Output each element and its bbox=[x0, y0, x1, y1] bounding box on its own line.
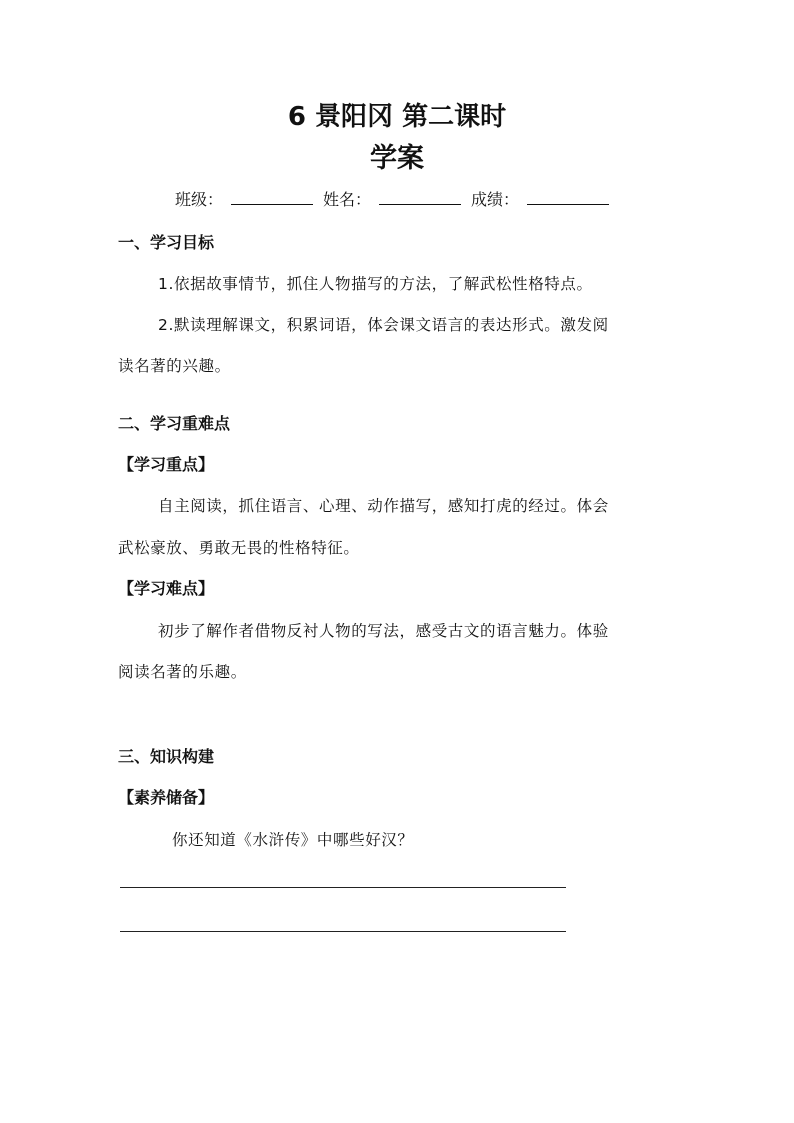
objective-item-2-line-2: 读名著的兴趣。 bbox=[118, 357, 231, 375]
difficulty-line-2: 阅读名著的乐趣。 bbox=[118, 663, 247, 681]
name-blank bbox=[379, 190, 461, 205]
literacy-prep-label: 【素养储备】 bbox=[118, 788, 215, 807]
lesson-subtitle: 学案 bbox=[370, 143, 424, 174]
section1-heading: 一、学习目标 bbox=[118, 233, 215, 252]
difficulty-line-1: 初步了解作者借物反衬人物的写法，感受古文的语言魅力。体验 bbox=[158, 622, 609, 640]
answer-line-2[interactable] bbox=[120, 931, 566, 932]
objective-item-1: 1.依据故事情节，抓住人物描写的方法，了解武松性格特点。 bbox=[158, 275, 593, 293]
lesson-title: 6 景阳冈 第二课时 bbox=[287, 102, 507, 132]
objective-item-2-line-1: 2.默读理解课文，积累词语，体会课文语言的表达形式。激发阅 bbox=[158, 316, 609, 334]
key-points-line-2: 武松豪放、勇敢无畏的性格特征。 bbox=[118, 539, 360, 557]
key-points-label: 【学习重点】 bbox=[118, 455, 215, 474]
prep-question: 你还知道《水浒传》中哪些好汉？ bbox=[172, 831, 414, 849]
score-blank bbox=[527, 190, 609, 205]
answer-line-1[interactable] bbox=[120, 887, 566, 888]
key-points-line-1: 自主阅读，抓住语言、心理、动作描写，感知打虎的经过。体会 bbox=[158, 497, 609, 515]
section3-heading: 三、知识构建 bbox=[118, 747, 215, 766]
class-label: 班级： bbox=[174, 190, 223, 209]
class-blank bbox=[231, 190, 313, 205]
student-info-row bbox=[0, 188, 794, 212]
score-label: 成绩： bbox=[471, 190, 520, 209]
name-label: 姓名： bbox=[322, 190, 371, 209]
section2-heading: 二、学习重难点 bbox=[118, 414, 231, 433]
difficulty-label: 【学习难点】 bbox=[118, 579, 215, 598]
